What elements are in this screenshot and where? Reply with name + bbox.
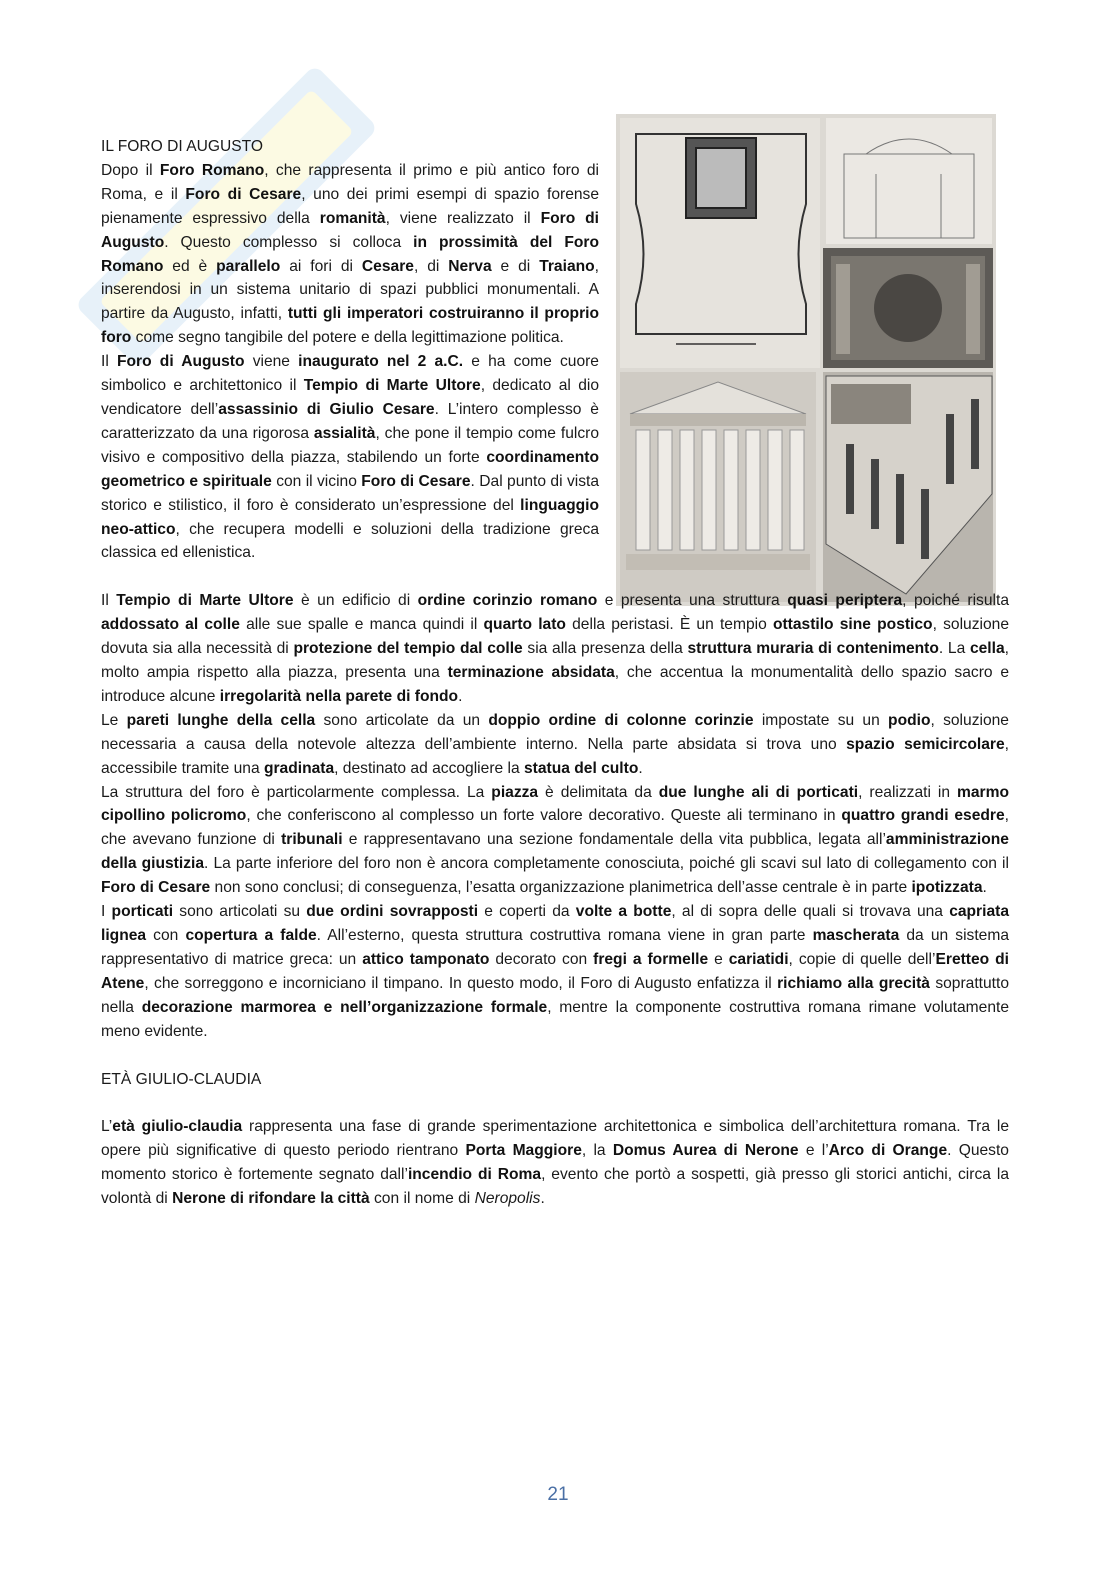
text-run: . [982,879,987,897]
bold-term: Tempio di Marte Ultore [116,592,294,610]
text-run: impostate su un [753,711,889,729]
document-body [101,135,1009,1211]
bold-term: podio [888,711,931,729]
text-run: non sono conclusi; di conseguenza, l’esatta organizzazione planimetrica dell’asse centrale è in parte [210,879,912,897]
text-run: ai fori di [280,257,362,275]
bold-term: struttura muraria di contenimento [687,640,939,658]
text-run: . All’esterno, questa struttura costruttiva romana viene in gran parte [316,927,813,944]
text-run: . La [938,640,970,658]
text-run: e l’ [798,1142,829,1160]
text-run: con [146,927,186,944]
text-run: , accessibile tramite una [101,735,1009,777]
text-run: , copie di quelle dell’ [788,950,936,968]
text-run: alle sue spalle e manca quindi il [239,616,484,634]
bold-term: ottastilo sine postico [772,616,933,634]
text-run: e [708,950,729,968]
text-run: con il vicino [271,472,362,490]
paragraph [101,589,1009,709]
text-run: , evento che portò a sospetti, già presso gli storici antichi, circa la volontà di [101,1166,1009,1208]
bold-term: marmo cipollino policromo [101,783,1009,825]
bold-term: irregolarità nella parete di fondo [219,687,459,705]
bold-term: ipotizzata [911,879,983,897]
bold-term: parallelo [216,257,281,275]
text-run: , realizzati in [858,783,957,801]
paragraph [101,159,599,350]
text-run: . L’intero complesso è caratterizzato da una rigorosa [101,400,599,442]
bold-term: richiamo alla grecità [777,974,930,992]
text-run: , che conferiscono al complesso un forte valore decorativo. Queste ali terminano in [246,807,842,825]
text-run: , che pone il tempio come fulcro visivo e compositivo della piazza, stabilendo un forte [101,424,599,466]
bold-term: fregi a formelle [593,950,709,968]
text-run: , soluzione necessaria a causa della notevole altezza dell’ambiente interno. Nella parte absidata si trova uno [101,711,1009,753]
bold-term: Foro di Cesare [361,472,471,490]
bold-term: romanità [319,209,386,227]
text-run: , che avevano funzione di [101,807,1009,849]
page-number: 21 [547,1484,569,1505]
bold-term: statua del culto [523,759,639,777]
bold-term: amministrazione della giustizia [101,831,1009,873]
text-run: decorato con [489,950,594,968]
text-run: e coperti da [478,903,576,921]
bold-term: gradinata [263,759,335,777]
text-run: . [540,1190,545,1208]
text-run: , che recupera modelli e soluzioni della tradizione greca classica ed ellenistica. [101,520,599,562]
text-run: è un edificio di [293,592,418,610]
bold-term: Foro di Augusto [101,209,600,251]
paragraph [101,350,599,565]
bold-term: ordine corinzio romano [417,592,598,610]
bold-term: coordinamento geometrico e spirituale [101,448,599,490]
bold-term: terminazione absidata [447,664,615,682]
text-run: , viene realizzato il [385,209,541,227]
bold-term: volte a botte [575,903,672,921]
bold-term: copertura a falde [185,927,317,944]
text-run: soprattutto nella [101,974,1010,1016]
bold-term: Tempio di Marte Ultore [303,377,481,395]
paragraph [101,1115,1009,1211]
bold-term: linguaggio neo-attico [101,496,599,538]
text-run: come segno tangibile del potere e della legittimazione politica. [131,329,564,347]
italic-term: Neropolis [474,1190,541,1208]
bold-term: due ordini sovrapposti [306,903,479,921]
eta-giulio-claudia-text [101,1115,1009,1211]
bold-term: quattro grandi esedre [841,807,1005,825]
bold-term: mascherata [812,927,900,944]
text-run: sono articolate da un [315,711,489,729]
paragraph [101,709,1009,781]
text-run: , molto ampia rispetto alla piazza, presenta una [101,640,1009,682]
bold-term: inaugurato nel 2 a.C. [298,353,464,371]
bold-term: Cesare [361,257,414,275]
bold-term: in prossimità del Foro Romano [101,233,600,275]
bold-term: Foro di Augusto [116,353,245,371]
bold-term: pareti lunghe della cella [126,711,316,729]
bold-term: Domus Aurea di Nerone [612,1142,799,1160]
bold-term: cella [969,640,1005,658]
section-title-eta-giulio-claudia: ETÀ GIULIO-CLAUDIA [101,1070,262,1088]
bold-term: addossato al colle [101,616,240,634]
bold-term: quarto lato [483,616,566,634]
text-run: Il [101,592,117,610]
bold-term: spazio semicircolare [846,735,1005,753]
text-run: , che sorreggono e incorniciano il timpano. In questo modo, il Foro di Augusto enfatizza il [144,974,778,992]
bold-term: porticati [111,903,174,921]
bold-term: Nerva [448,257,492,275]
section-title-foro-augusto: IL FORO DI AUGUSTO [101,138,264,155]
text-run: della peristasi. È un tempio [565,616,773,634]
text-run: , dedicato al dio vendicatore dell’ [101,377,600,418]
text-run: , uno dei primi esempi di spazio forense pienamente espressivo della [101,185,600,227]
text-run: . Questo complesso si colloca [164,233,414,251]
text-run: Il [101,353,117,371]
bold-term: assialità [313,424,376,442]
bold-term: due lunghe ali di porticati [658,783,859,801]
bold-term: Foro Romano [159,161,265,179]
text-run: viene [244,353,299,371]
bold-term: incendio di Roma [407,1166,542,1184]
text-run: La struttura del foro è particolarmente complessa. La [101,783,492,801]
bold-term: cariatidi [728,950,789,968]
bold-term: Eretteo di Atene [101,950,1010,992]
text-run: . La parte inferiore del foro non è ancora completamente conosciuta, poiché gli scavi sul lato di collegamento con il [204,855,1009,873]
bold-term: Porta Maggiore [465,1142,582,1160]
bold-term: decorazione marmorea e nell’organizzazione formale [141,998,548,1016]
text-run: , che rappresenta il primo e più antico foro di Roma, e il [101,161,599,203]
text-run: . [458,687,463,705]
intro-column [101,135,599,565]
bold-term: doppio ordine di colonne corinzie [488,711,754,729]
text-run: , la [581,1142,613,1160]
bold-term: piazza [491,783,539,801]
bold-term: Foro di Cesare [185,185,302,203]
text-run: , soluzione dovuta sia alla necessità di [101,616,1009,658]
text-run: Dopo il [101,161,160,179]
text-run: , che accentua la monumentalità dello spazio sacro e introduce alcune [101,664,1010,705]
bold-term: Foro di Cesare [101,879,211,897]
text-run: da un sistema rappresentativo di matrice greca: un [101,927,1010,968]
text-run: , al di sopra delle quali si trovava una [671,903,950,921]
paragraph [101,900,1009,1043]
text-run: . Questo momento storico è fortemente segnato dall’ [101,1142,1009,1184]
text-run: , destinato ad accogliere la [334,759,524,777]
text-run: . [638,759,643,777]
bold-term: capriata lignea [101,903,1009,944]
paragraph [101,781,1009,901]
bold-term: tribunali [281,831,343,849]
text-run: sono articolati su [173,903,307,921]
text-run: ed è [163,257,217,275]
bold-term: protezione del tempio dal colle [293,640,523,658]
text-run: L’ [101,1118,113,1136]
text-run: rappresenta una fase di grande sperimentazione architettonica e simbolica dell’architettura romana. Tra le opere più significative di questo periodo rientrano [101,1118,1009,1160]
text-run: con il nome di [369,1190,475,1208]
bold-term: età giulio-claudia [112,1118,243,1136]
text-run: , poiché risulta [902,592,1010,610]
text-run: . Dal punto di vista storico e stilistico, il foro è considerato un’espressione del [101,472,600,514]
text-run: , mentre la componente costruttiva romana rimane volutamente meno evidente. [101,998,1009,1040]
bold-term: tutti gli imperatori costruiranno il proprio foro [101,305,600,347]
text-run: , inserendosi in un sistema unitario di spazi pubblici monumentali. A partire da Augusto, infatti, [101,257,600,323]
bold-term: quasi periptera [787,592,903,610]
text-run: e rappresentavano una sezione fondamentale della vita pubblica, legata all’ [342,831,886,849]
bold-term: Traiano [539,257,595,275]
text-run: e presenta una struttura [597,592,788,610]
text-run: Le [101,711,127,729]
text-run: e ha come cuore simbolico e architettonico il [101,353,599,395]
text-run: I [101,903,112,921]
bold-term: Nerone di rifondare la città [172,1190,370,1208]
bold-term: assassinio di Giulio Cesare [218,400,435,418]
text-run: , di [413,257,449,275]
text-run: è delimitata da [538,783,659,801]
text-run: sia alla presenza della [522,640,688,658]
bold-term: Arco di Orange [828,1142,948,1160]
foro-augusto-details [101,589,1009,1043]
text-run: e di [491,257,540,275]
bold-term: attico tamponato [362,950,490,968]
